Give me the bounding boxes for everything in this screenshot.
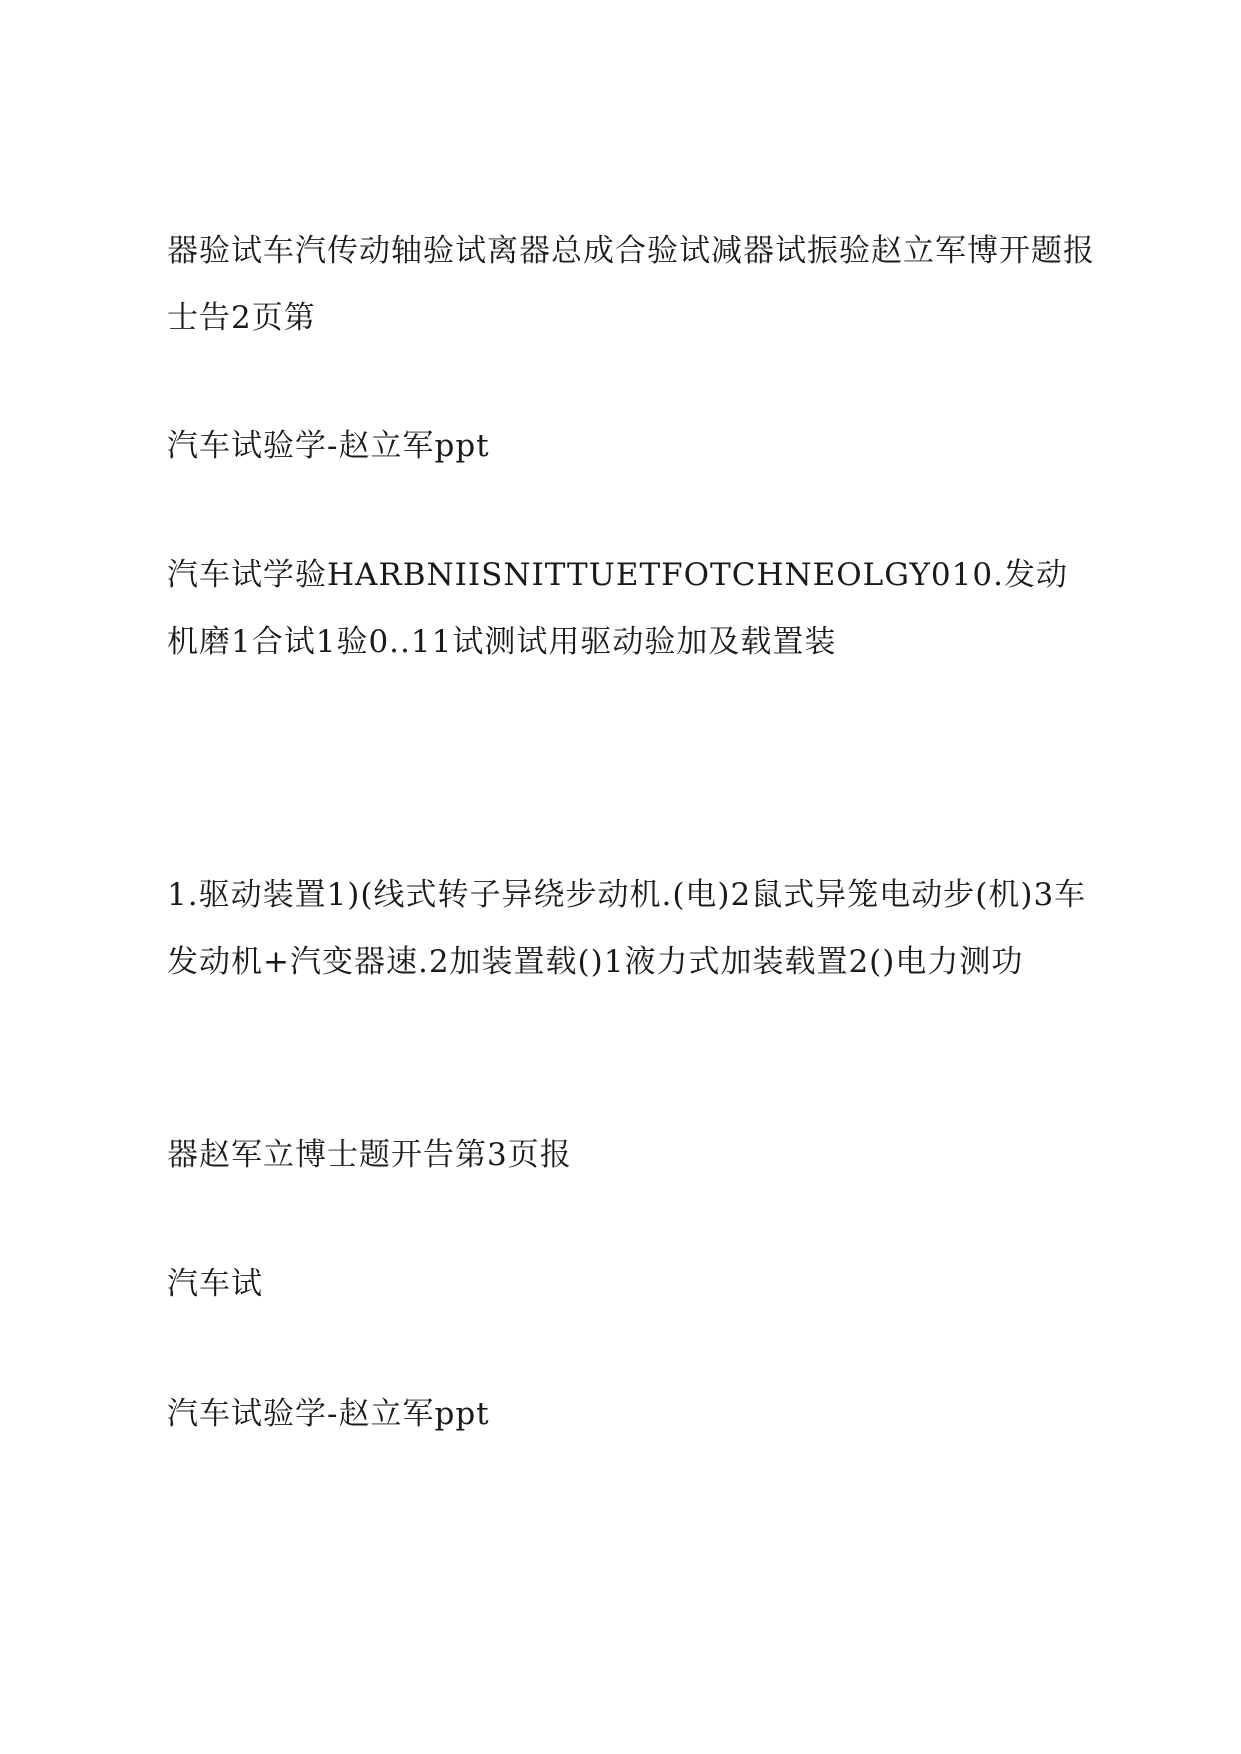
paragraph-3: 汽车试学验HARBNIISNITTUETFOTCHNEOLGY010.发动机磨1合试1验0..11试测试用驱动验加及载置装 [167,557,1068,660]
paragraph-4: 1.驱动装置1)(线式转子异绕步动机.(电)2鼠式异笼电动步(机)3车发动机+汽变器速.2加装置载()1液力式加装载置2()电力测功 [167,877,1087,980]
paragraph-6: 汽车试 [167,1266,263,1302]
paragraph-2: 汽车试验学-赵立军ppt [167,428,490,464]
paragraph-1: 器验试车汽传动轴验试离器总成合验试减器试振验赵立军博开题报士告2页第 [167,233,1095,336]
paragraph-7: 汽车试验学-赵立军ppt [167,1396,490,1432]
paragraph-5: 器赵军立博士题开告第3页报 [167,1137,572,1173]
